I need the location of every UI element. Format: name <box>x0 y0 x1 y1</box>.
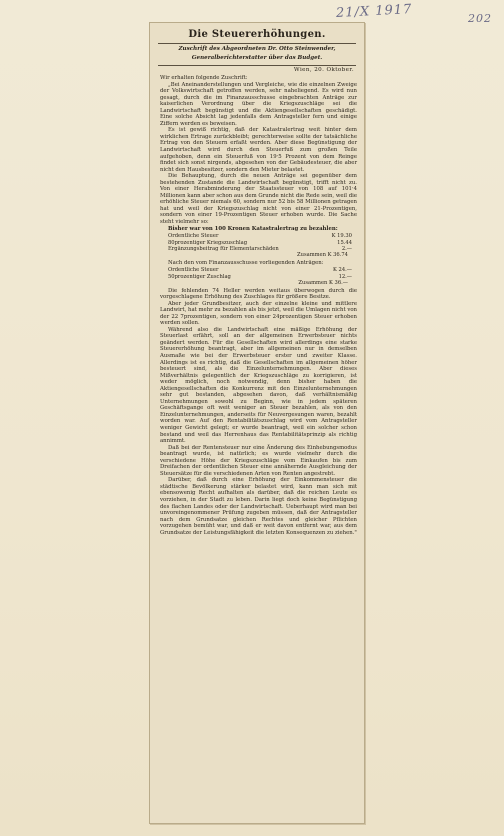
list-item-value: 12.— <box>338 273 352 280</box>
list-1-total <box>168 252 348 258</box>
clipping-subtitle-1: Zuschrift des Abgeordneten Dr. Otto Steinwender, <box>178 46 336 52</box>
tax-list-2 <box>168 267 352 286</box>
article-body-1 <box>160 75 357 232</box>
list-item-label: Ordentliche Steuer <box>168 267 219 274</box>
list-item-value: K 19.30 <box>331 233 352 240</box>
tax-list-1 <box>168 233 352 259</box>
subtitle-rule <box>158 65 356 66</box>
list-item-value: 2.— <box>341 245 352 252</box>
article-body-2 <box>160 288 357 537</box>
handwritten-number: 202 <box>468 12 492 25</box>
list-item-value: K 24.— <box>333 267 352 274</box>
article-paragraph: Während also die Landwirtschaft eine mäßige Erhöhung der Steuerlast erfährt, soll an der allgemeinen Erwerbsteuer nichts geändert werden. Für die Gesellschaften wird allerdings eine starke Steuererhöhung beantragt, aber im allgemeinen nur in demselben Ausmaße wie bei der Erwerbsteuer erster und zweiter Klasse. Allerdings ist es richtig, daß die Gesellschaften im allgemeinen höher besteuert sind, als die Einzelunternehmungen. Aber dieses Mißverhältnis gelegentlich der Kriegszuschläge zu korrigieren, ist weder möglich, noch notwendig, denn bisher haben die Aktiengesellschaften die Konkurrenz mit den Einzelunternehmungen sehr gut bestanden, abgesehen davon, daß verhältnismäßig Unternehmungen sowohl zu Beginn, wie in jedem späteren Geschäftsgange oft weit weniger an Steuer bezahlen, als von den Einzelunternehmungen, anderseits für Neuvergesungen waren, bezahlt worden war. Auf den Rentabilitätszuschlag wird vom Antragsteller weniger Gewicht gelegt; er wurde beantragt, weil ein solcher schon bestand und weil das Herrenhaus das Rentabilitätsprinzip als richtig annimmt. <box>160 326 357 445</box>
list-item-value: 15.44 <box>337 239 352 246</box>
article-paragraph: Wir erhalten folgende Zuschrift: <box>160 75 248 81</box>
list-item-label: 50prozentiger Zuschlag <box>168 273 231 280</box>
newspaper-clipping <box>149 22 365 824</box>
list-2-intro-block <box>160 260 357 267</box>
place-date: Wien, 20. Oktober. <box>293 67 354 73</box>
article-paragraph: Darüber, daß durch eine Erhöhung der Einkommensteuer die städtische Bevölkerung stärker belastet wird, kann man sich mit ebensowenig Recht aufhalten als darüber, daß die reichen Leute es vorziehen, in der Stadt zu leben. Darin liegt doch keine Begünstigung des flachen Landes oder der Landwirtschaft. Ueberhaupt wird man bei unvoreingenommener Prüfung zugeben müssen, daß der Antragsteller nach dem Grundsatze gleichen Rechtes und gleicher Pflichten vorzugehen bemüht war, und daß er weit davon entfernt war, aus dem Grundsatze der Leistungsfähigkeit die letzten Konsequenzen zu ziehen." <box>160 477 357 536</box>
article-paragraph: Die fehlenden 74 Heller werden weitaus überwogen durch die vorgeschlagene Erhöhung des Zuschlages für größere Besitze. <box>160 287 357 301</box>
total-value: K 36.— <box>329 280 348 287</box>
list-2-intro: Nach den vom Finanzausschusse vorliegenden Anträgen: <box>168 259 324 266</box>
article-paragraph: Es ist gewiß richtig, daß der Katastralertrag weit hinter dem wirklichen Ertrage zurückbleibt; gerechterweise sollte der tatsächliche Ertrag von den Steuern erfaßt werden. Aber diese Begünstigung der Landwirtschaft wird durch den Steuerfuß zum großen Teile aufgehoben, denn ein Steuerfuß von 19·5 Prozent von dem Reinge findet sich sonst nirgends, abgesehen von der Gebäudesteuer, die aber nicht den Hausbesitzer, sondern den Mieter belastet. <box>160 127 357 173</box>
list-1-intro: Bisher war von 100 Kronen Katastralertrag zu bezahlen: <box>168 225 338 232</box>
clipping-subtitle-2: Generalberichterstatter über das Budget. <box>191 55 323 61</box>
title-rule <box>158 43 356 44</box>
handwritten-date: 21/X 1917 <box>335 2 413 21</box>
list-item-label: Ergänzungsbeitrag für Elementarschäden <box>168 245 279 252</box>
total-label: Zusammen <box>298 280 328 287</box>
list-2-total <box>168 280 348 286</box>
article-paragraph: Die Behauptung, durch die neuen Anträge sei gegenüber dem bestehenden Zustande die Landwirtschaft begünstigt, trifft nicht zu. Von einer Herabminderung der Staatssteuer von 108 auf 101·4 Millionen kann aber schon aus dem Grunde nicht die Rede sein, weil die erhöhliche Steuer niemals 60, sondern nur 52 bis 58 Millionen getragen hat und weil der Kriegszuschlag nicht von einer 21-Prozentigen, sondern von einer 19-Prozentigen Steuer erhoben wurde. Die Sache steht vielmehr so: <box>160 173 357 226</box>
total-label: Zusammen <box>297 252 326 259</box>
article-paragraph: „Bei Aneinanderstellungen und Vergleiche, wie die einzelnen Zweige der Volkswirtschaft getroffen werden, sehr naheliegend. Es wird nun gesagt, durch die im Finanzausschusse eingebrachten Anträge zur kaiserlichen Verordnung über die Kriegszuschläge sei die Landwirtschaft begünstigt und die Aktiengesellschaften geschädigt. Eine solche Absicht lag jedenfalls dem Antragsteller fern und einige Ziffern werden es beweisen. <box>160 81 357 127</box>
article-paragraph: Aber jeder Grundbesitzer, auch der einzelne kleine und mittlere Landwirt, hat mehr zu bezahlen als bis jetzt, weil die Umlagen nicht von der 22 7prozentigen, sondern von einer 24prozentigen Steuer erhoben werden sollen. <box>160 300 357 327</box>
article-paragraph: Daß bei der Rentensteuer nur eine Änderung des Einhebungsmodus beantragt wurde, ist natürlich; es wurde vielmehr durch die verschiedene Höhe der Kriegszuschläge vom Einkaufen bis zum Dreifachen der ordentlichen Steuer eine annähernde Ausgleichung der Steuersätze für die verschiedenen Arten von Renten angestrebt. <box>160 444 357 477</box>
list-item-label: Ordentliche Steuer <box>168 233 219 240</box>
total-value: K 36.74 <box>327 252 348 259</box>
list-item-label: 80prozentiger Kriegszuschlag <box>168 239 248 246</box>
clipping-title: Die Steuererhöhungen. <box>188 29 326 40</box>
